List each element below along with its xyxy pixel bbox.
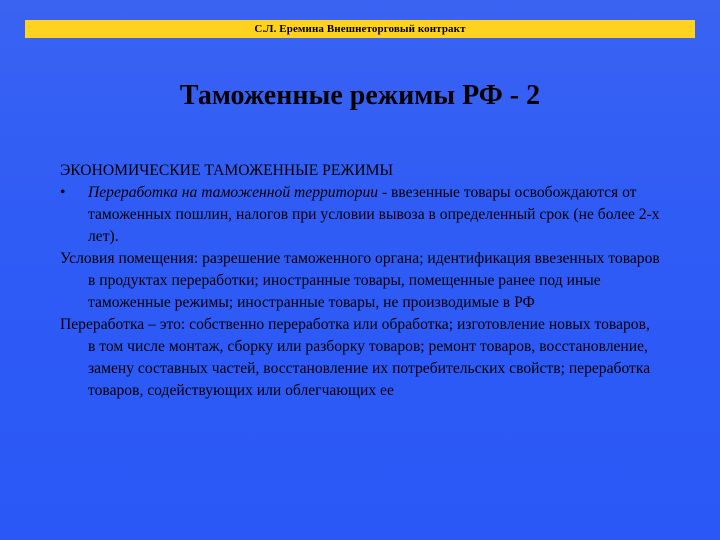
bullet-text	[88, 182, 660, 248]
slide-body	[60, 160, 660, 402]
bullet-item	[60, 182, 660, 248]
bullet-rest-text: - ввезенные товары освобождаются от таможенных пошлин, налогов при условии вывоза в определенный срок (не более 2-х лет).	[88, 184, 660, 245]
processing-paragraph: Переработка – это: собственно переработка или обработка; изготовление новых товаров, в том числе монтаж, сборку или разборку товаров; ремонт товаров, восстановление, замену составных частей, восстановление их потребительских свойств; переработка товаров, содействующих или облегчающих ее	[60, 316, 651, 399]
header-text: С.Л. Еремина Внешнеторговый контракт	[254, 23, 466, 35]
conditions-paragraph: Условия помещения: разрешение таможенного органа; идентификация ввезенных товаров в продуктах переработки; иностранные товары, помещенные ранее под иные таможенные режимы; иностранные товары, не производимые в РФ	[60, 250, 660, 311]
bullet-italic-term: Переработка на таможенной территории	[88, 184, 379, 201]
bullet-icon: •	[60, 184, 66, 201]
header-bar	[25, 20, 695, 38]
section-heading: ЭКОНОМИЧЕСКИЕ ТАМОЖЕННЫЕ РЕЖИМЫ	[60, 162, 394, 179]
slide-title: Таможенные режимы РФ - 2	[179, 80, 541, 111]
